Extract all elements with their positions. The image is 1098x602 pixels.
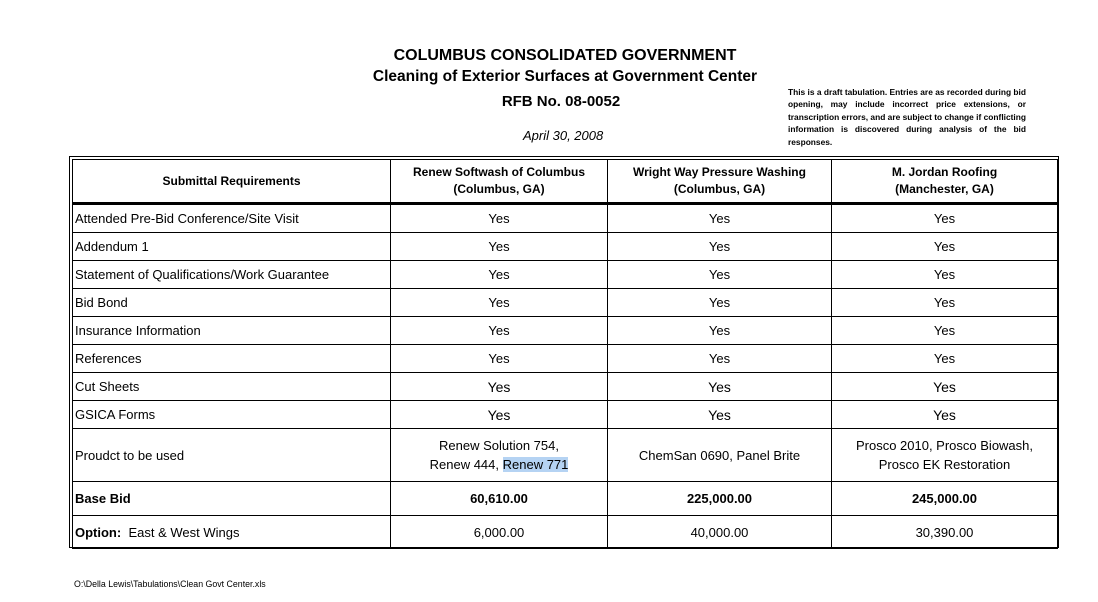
table-cell: Yes xyxy=(832,204,1058,233)
table-cell: Yes xyxy=(832,261,1058,289)
table-cell: Yes xyxy=(832,373,1058,401)
table-cell: Yes xyxy=(608,317,832,345)
table-cell: Yes xyxy=(391,261,608,289)
option-row xyxy=(73,516,1058,549)
option-amount: 40,000.00 xyxy=(608,516,832,549)
document-date: April 30, 2008 xyxy=(523,128,604,143)
product-line xyxy=(391,455,607,474)
table-cell: Yes xyxy=(832,233,1058,261)
rfb-number: RFB No. 08-0052 xyxy=(501,93,621,110)
table-header-row xyxy=(73,160,1058,204)
vendor-location: (Manchester, GA) xyxy=(895,182,994,196)
requirement-label: Attended Pre-Bid Conference/Site Visit xyxy=(73,204,391,233)
table-cell: Yes xyxy=(391,289,608,317)
requirement-label: Addendum 1 xyxy=(73,233,391,261)
highlighted-selection[interactable]: Renew 771 xyxy=(502,457,569,472)
table-cell: Yes xyxy=(391,401,608,429)
product-row xyxy=(73,429,1058,482)
vendor-name: M. Jordan Roofing xyxy=(891,165,998,179)
file-path-footer: O:\Della Lewis\Tabulations\Clean Govt Center.xls xyxy=(74,579,266,589)
requirement-label: Proudct to be used xyxy=(73,429,391,482)
requirement-label: References xyxy=(73,345,391,373)
requirement-label: Insurance Information xyxy=(73,317,391,345)
option-amount: 30,390.00 xyxy=(832,516,1058,549)
table-cell: Yes xyxy=(608,289,832,317)
table-row xyxy=(73,373,1058,401)
vendor-column-header xyxy=(832,160,1058,204)
requirement-label: Cut Sheets xyxy=(73,373,391,401)
base-bid-label: Base Bid xyxy=(73,482,391,516)
table-cell: Yes xyxy=(391,204,608,233)
option-amount: 6,000.00 xyxy=(391,516,608,549)
table-cell: Yes xyxy=(608,373,832,401)
table-row xyxy=(73,401,1058,429)
vendor-location: (Columbus, GA) xyxy=(453,182,545,196)
bid-tabulation-table xyxy=(72,159,1058,549)
organization-title: COLUMBUS CONSOLIDATED GOVERNMENT xyxy=(393,47,737,64)
requirements-column-header: Submittal Requirements xyxy=(73,160,391,204)
table-cell: Yes xyxy=(832,289,1058,317)
requirement-label: GSICA Forms xyxy=(73,401,391,429)
table-cell xyxy=(391,429,608,482)
table-cell xyxy=(832,429,1058,482)
table-row xyxy=(73,345,1058,373)
table-row xyxy=(73,204,1058,233)
table-cell: Yes xyxy=(391,373,608,401)
table-cell: Yes xyxy=(832,345,1058,373)
option-label-text: East & West Wings xyxy=(128,524,240,540)
option-label xyxy=(73,516,391,549)
table-cell: Yes xyxy=(608,204,832,233)
table-row xyxy=(73,317,1058,345)
vendor-column-header xyxy=(391,160,608,204)
bid-amount: 245,000.00 xyxy=(832,482,1058,516)
table-cell: Yes xyxy=(391,345,608,373)
table-cell: ChemSan 0690, Panel Brite xyxy=(608,429,832,482)
draft-disclaimer: This is a draft tabulation. Entries are as recorded during bid opening, may include incorrect price extensions, or transcription errors, and are subject to change if conflicting information is discovered during analysis of the bid responses. xyxy=(788,87,1026,147)
table-cell: Yes xyxy=(608,345,832,373)
vendor-column-header xyxy=(608,160,832,204)
table-row xyxy=(73,289,1058,317)
base-bid-row xyxy=(73,482,1058,516)
table-cell: Yes xyxy=(608,261,832,289)
table-cell: Yes xyxy=(608,401,832,429)
product-line: Prosco 2010, Prosco Biowash, xyxy=(855,438,1034,453)
table-row xyxy=(73,233,1058,261)
bid-amount: 60,610.00 xyxy=(391,482,608,516)
vendor-name: Renew Softwash of Columbus xyxy=(412,165,585,179)
vendor-location: (Columbus, GA) xyxy=(673,182,766,196)
table-cell: Yes xyxy=(832,317,1058,345)
table-cell: Yes xyxy=(608,233,832,261)
table-cell: Yes xyxy=(832,401,1058,429)
table-row xyxy=(73,261,1058,289)
table-cell: Yes xyxy=(391,317,608,345)
document-header xyxy=(330,46,800,112)
bid-amount: 225,000.00 xyxy=(608,482,832,516)
option-label-bold: Option: xyxy=(75,524,122,540)
requirement-label: Statement of Qualifications/Work Guarantee xyxy=(73,261,391,289)
product-line: Renew Solution 754, xyxy=(439,438,559,453)
project-title: Cleaning of Exterior Surfaces at Government Center xyxy=(372,68,758,85)
vendor-name: Wright Way Pressure Washing xyxy=(633,165,806,179)
table-cell: Yes xyxy=(391,233,608,261)
product-text: Renew 444, xyxy=(429,457,503,472)
requirement-label: Bid Bond xyxy=(73,289,391,317)
product-line: Prosco EK Restoration xyxy=(878,457,1011,472)
